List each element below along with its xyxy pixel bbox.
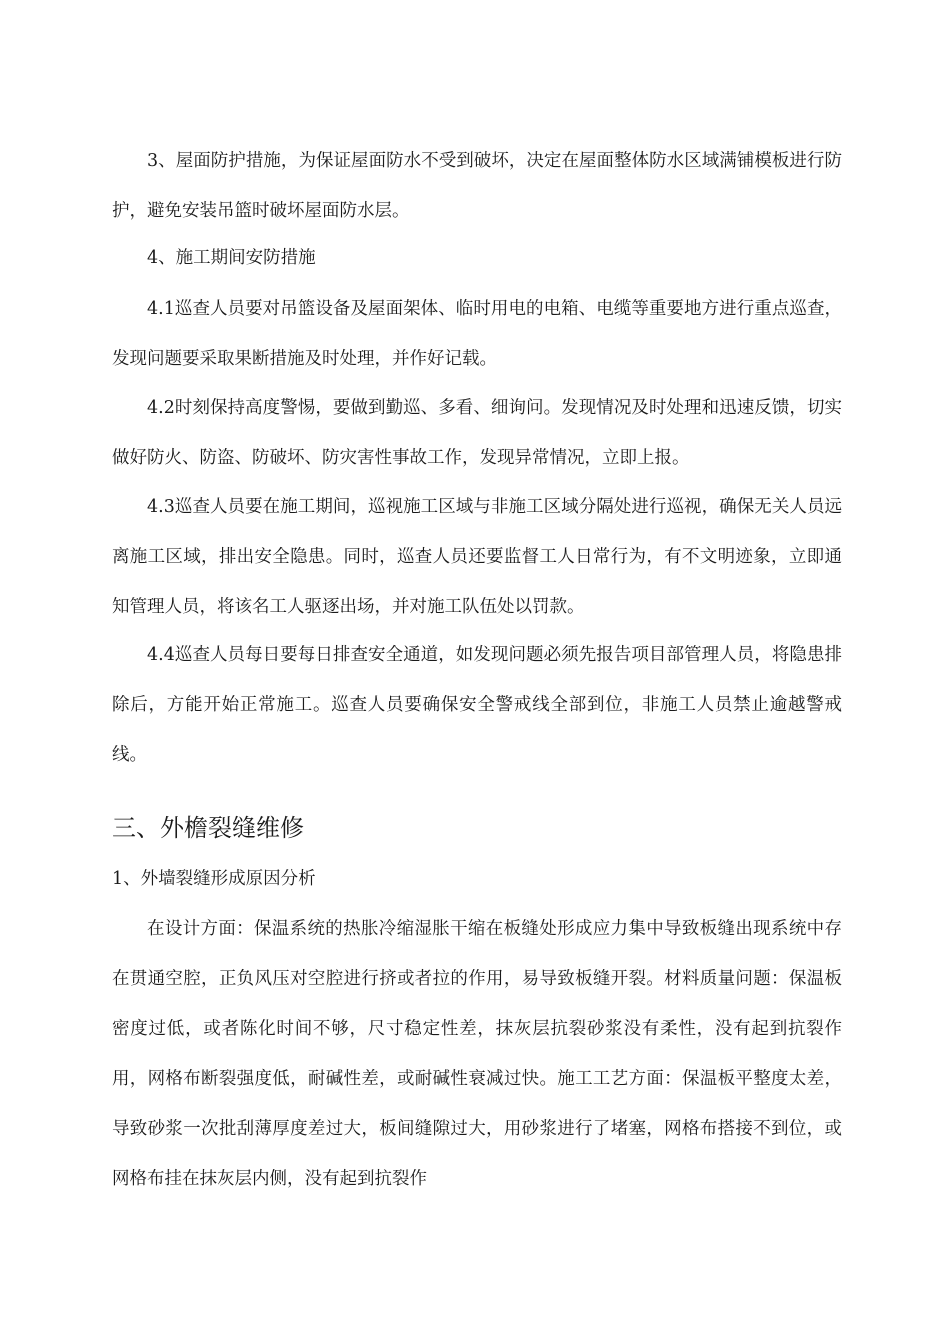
heading-crack-cause-analysis: 1、外墙裂缝形成原因分析	[112, 869, 316, 889]
paragraph-4-1: 4.1巡查人员要对吊篮设备及屋面架体、临时用电的电箱、电缆等重要地方进行重点巡查，发现问题要采取果断措施及时处理，并作好记载。	[112, 299, 842, 369]
heading-security-measures: 4、施工期间安防措施	[147, 248, 316, 268]
paragraph-4-3: 4.3巡查人员要在施工期间，巡视施工区域与非施工区域分隔处进行巡视，确保无关人员远离施工区域，排出安全隐患。同时，巡查人员还要监督工人日常行为，有不文明迹象，立即通知管理人员，将该名工人驱逐出场，并对施工队伍处以罚款。	[112, 497, 842, 617]
paragraph-4-2: 4.2时刻保持高度警惕，要做到勤巡、多看、细询问。发现情况及时处理和迅速反馈，切实做好防火、防盗、防破坏、防灾害性事故工作，发现异常情况，立即上报。	[112, 398, 842, 468]
section-title-crack-repair: 三、外檐裂缝维修	[112, 814, 304, 842]
paragraph-4-4: 4.4巡查人员每日要每日排查安全通道，如发现问题必须先报告项目部管理人员，将隐患排除后，方能开始正常施工。巡查人员要确保安全警戒线全部到位，非施工人员禁止逾越警戒线。	[112, 645, 842, 765]
paragraph-crack-causes: 在设计方面：保温系统的热胀冷缩湿胀干缩在板缝处形成应力集中导致板缝出现系统中存在贯通空腔，正负风压对空腔进行挤或者拉的作用，易导致板缝开裂。材料质量问题：保温板密度过低，或者陈化时间不够，尺寸稳定性差，抹灰层抗裂砂浆没有柔性，没有起到抗裂作用，网格布断裂强度低，耐碱性差，或耐碱性衰减过快。施工工艺方面：保温板平整度太差，导致砂浆一次批刮薄厚度差过大，板间缝隙过大，用砂浆进行了堵塞，网格布搭接不到位，或网格布挂在抹灰层内侧，没有起到抗裂作	[112, 919, 842, 1189]
paragraph-roof-protection: 3、屋面防护措施，为保证屋面防水不受到破坏，决定在屋面整体防水区域满铺模板进行防护，避免安装吊篮时破坏屋面防水层。	[112, 151, 842, 221]
